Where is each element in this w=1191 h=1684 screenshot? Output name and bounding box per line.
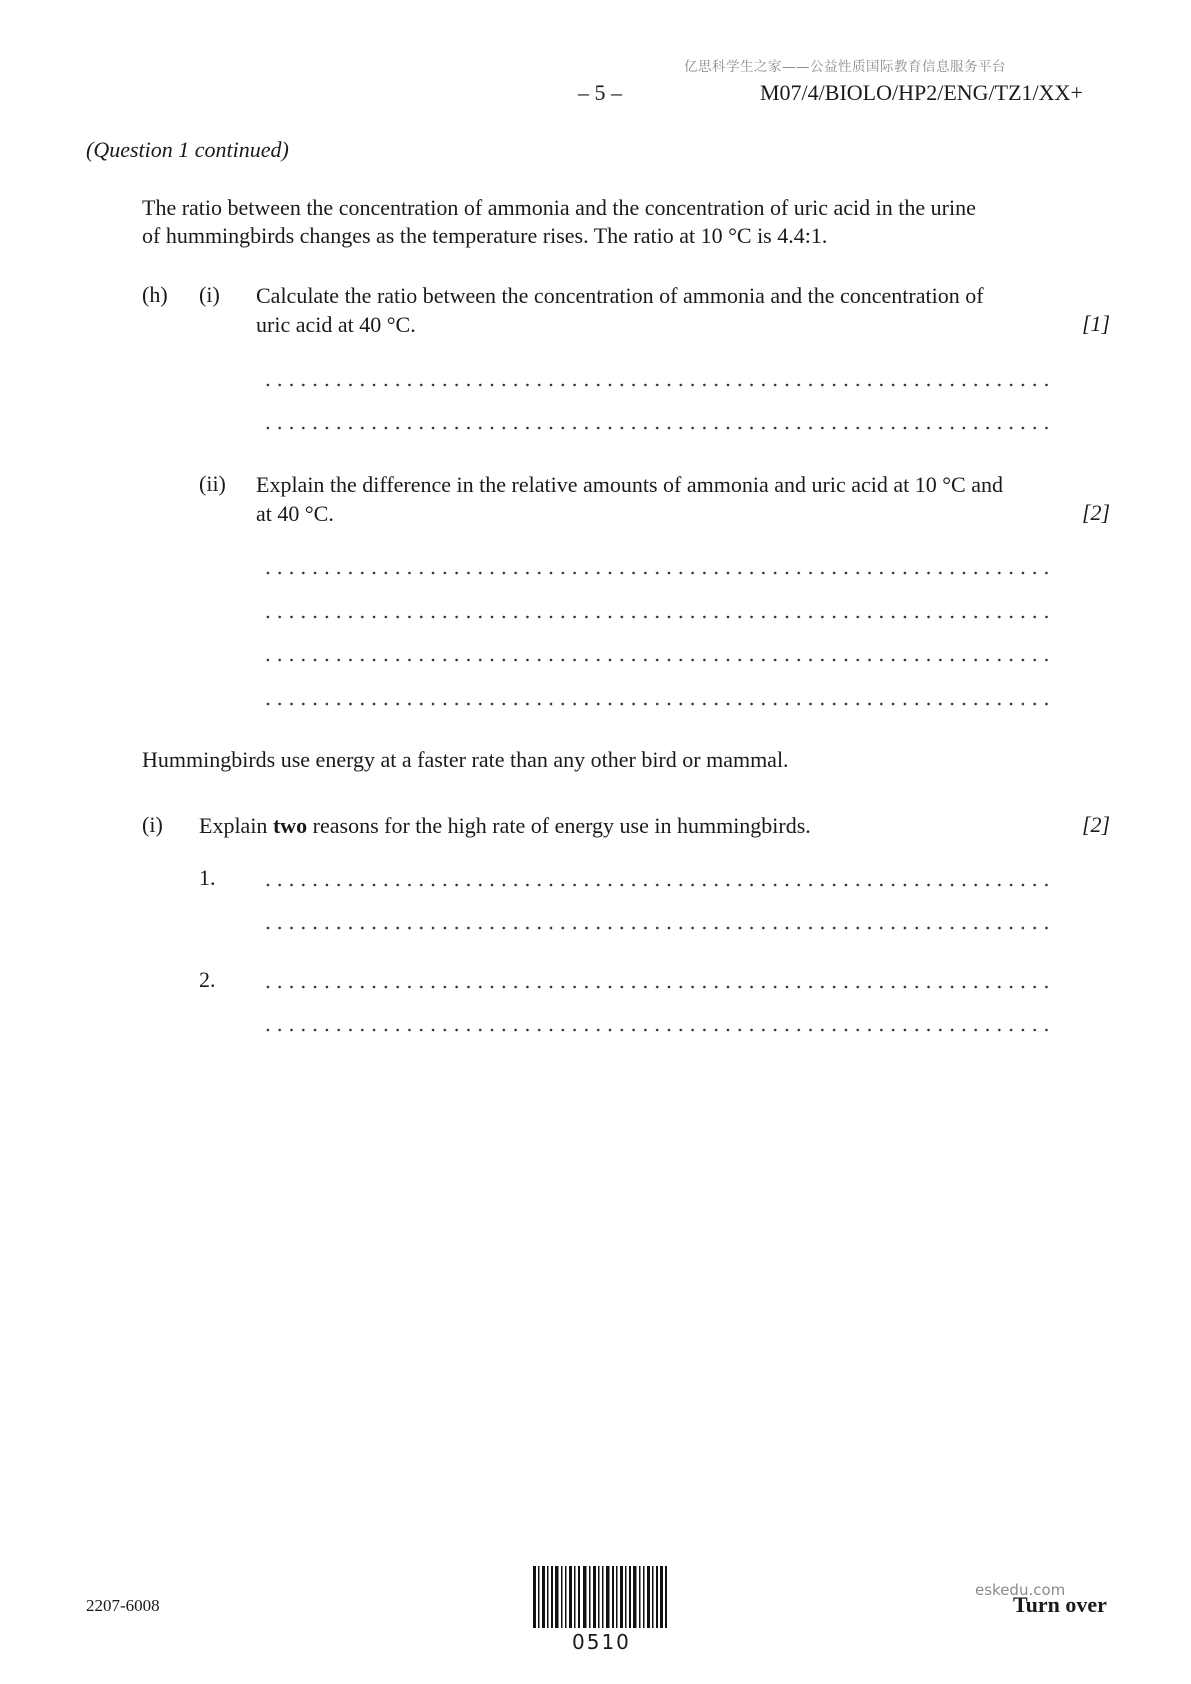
answer-line-h-ii-4[interactable]: [262, 702, 1056, 706]
intro-line-1: The ratio between the concentration of ammonia and the concentration of uric acid in the urine: [142, 195, 976, 220]
answer-line-h-i-1[interactable]: [262, 383, 1056, 387]
answer-line-h-ii-2[interactable]: [262, 615, 1056, 619]
part-i-item-1-label: 1.: [199, 865, 216, 890]
part-h-ii-marks: [2]: [1082, 500, 1111, 525]
answer-line-h-ii-3[interactable]: [262, 658, 1056, 662]
energy-statement: Hummingbirds use energy at a faster rate than any other bird or mammal.: [142, 747, 789, 772]
answer-line-i-1a[interactable]: [262, 883, 1056, 887]
part-i-text-before: Explain: [199, 813, 273, 838]
part-i-marks: [2]: [1082, 812, 1111, 837]
question-continued-label: (Question 1 continued): [86, 137, 289, 162]
part-h-ii-label: (ii): [199, 471, 226, 496]
part-i-text-bold: two: [272, 813, 308, 838]
answer-line-h-i-2[interactable]: [262, 426, 1056, 430]
answer-line-i-2a[interactable]: [262, 985, 1056, 989]
part-i-item-2-label: 2.: [199, 967, 216, 992]
answer-line-i-2b[interactable]: [262, 1028, 1056, 1032]
turn-over-label: Turn over: [1013, 1592, 1107, 1617]
part-h-i-label: (i): [199, 282, 220, 307]
part-h-ii-line-2: at 40 °C.: [256, 501, 334, 526]
footer-code: 2207-6008: [86, 1596, 160, 1615]
part-i-text-after: reasons for the high rate of energy use in hummingbirds.: [307, 813, 811, 838]
barcode-icon: [533, 1566, 667, 1628]
barcode-number: 0510: [572, 1630, 631, 1654]
part-h-i-line-2: uric acid at 40 °C.: [256, 312, 416, 337]
answer-line-h-ii-1[interactable]: [262, 571, 1056, 575]
part-i-prompt: [199, 811, 811, 840]
intro-line-2: of hummingbirds changes as the temperature rises. The ratio at 10 °C is 4.4:1.: [142, 223, 828, 248]
part-i-label: (i): [142, 812, 163, 837]
part-h-ii-line-1: Explain the difference in the relative amounts of ammonia and uric acid at 10 °C and: [256, 472, 1003, 497]
page-number: – 5 –: [578, 80, 622, 105]
part-h-i-marks: [1]: [1082, 311, 1111, 336]
part-h-i-line-1: Calculate the ratio between the concentration of ammonia and the concentration of: [256, 283, 984, 308]
header-watermark: 亿思科学生之家——公益性质国际教育信息服务平台: [684, 59, 1006, 75]
exam-code: M07/4/BIOLO/HP2/ENG/TZ1/XX+: [760, 80, 1083, 105]
footer-watermark: eskedu.com: [975, 1581, 1066, 1599]
part-h-label: (h): [142, 282, 168, 307]
answer-line-i-1b[interactable]: [262, 926, 1056, 930]
